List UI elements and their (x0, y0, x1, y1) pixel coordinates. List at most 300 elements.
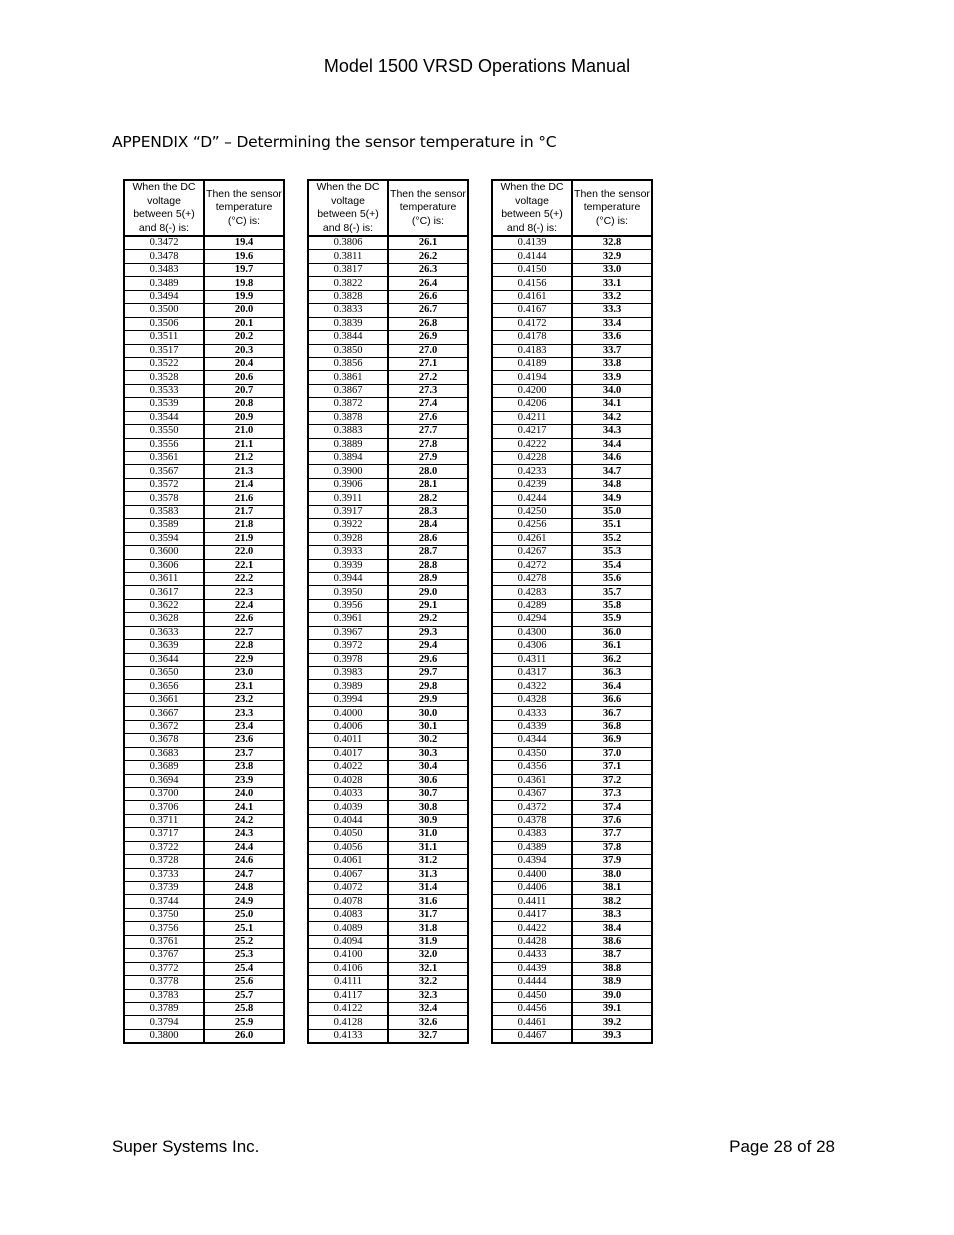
voltage-column-header: When the DC voltage between 5(+) and 8(-) is: (124, 180, 204, 236)
table-row (308, 559, 468, 572)
voltage-column-header: When the DC voltage between 5(+) and 8(-) is: (308, 180, 388, 236)
table-row (492, 855, 652, 868)
table-row (124, 962, 284, 975)
temperature-cell: 26.9 (388, 331, 468, 344)
voltage-cell: 0.3733 (124, 868, 204, 881)
temperature-cell: 27.8 (388, 438, 468, 451)
table-row (124, 720, 284, 733)
temperature-cell: 37.0 (572, 747, 652, 760)
table-row (124, 935, 284, 948)
table-row (124, 250, 284, 263)
voltage-cell: 0.4278 (492, 572, 572, 585)
temperature-cell: 37.3 (572, 787, 652, 800)
table-row (492, 304, 652, 317)
temperature-cell: 33.1 (572, 277, 652, 290)
table-row (124, 882, 284, 895)
table-row (308, 989, 468, 1002)
temperature-cell: 36.1 (572, 640, 652, 653)
temperature-cell: 34.6 (572, 452, 652, 465)
temperature-cell: 26.6 (388, 290, 468, 303)
table-row (492, 290, 652, 303)
voltage-cell: 0.3911 (308, 492, 388, 505)
table-row (492, 707, 652, 720)
voltage-cell: 0.4344 (492, 734, 572, 747)
table-row (124, 559, 284, 572)
temperature-cell: 32.3 (388, 989, 468, 1002)
table-row (308, 935, 468, 948)
table-row (492, 882, 652, 895)
table-row (124, 774, 284, 787)
temperature-cell: 24.6 (204, 855, 284, 868)
temperature-cell: 32.2 (388, 976, 468, 989)
voltage-cell: 0.3889 (308, 438, 388, 451)
table-row (124, 908, 284, 921)
temperature-cell: 32.7 (418, 1030, 438, 1042)
table-row (308, 626, 468, 639)
voltage-cell: 0.4400 (492, 868, 572, 881)
table-row (308, 290, 468, 303)
table-row (124, 949, 284, 962)
table-row (308, 814, 468, 827)
temperature-cell: 36.7 (572, 707, 652, 720)
temperature-cell: 20.4 (204, 357, 284, 370)
voltage-cell: 0.4183 (492, 344, 572, 357)
voltage-cell: 0.3822 (308, 277, 388, 290)
voltage-cell: 0.3739 (124, 882, 204, 895)
voltage-cell: 0.3539 (124, 398, 204, 411)
voltage-cell: 0.4083 (308, 908, 388, 921)
temperature-cell: 38.1 (572, 882, 652, 895)
voltage-cell: 0.4072 (308, 882, 388, 895)
voltage-cell: 0.4394 (492, 855, 572, 868)
voltage-cell: 0.4217 (492, 425, 572, 438)
table-row (308, 828, 468, 841)
table-row (308, 519, 468, 532)
table-row (124, 747, 284, 760)
table-row (124, 976, 284, 989)
voltage-cell: 0.4411 (492, 895, 572, 908)
voltage-cell: 0.4028 (308, 774, 388, 787)
voltage-cell: 0.3861 (308, 371, 388, 384)
voltage-cell: 0.4256 (492, 519, 572, 532)
conversion-table-1 (123, 179, 285, 1044)
table-row (492, 774, 652, 787)
table-row (492, 371, 652, 384)
table-row (492, 317, 652, 330)
temperature-cell: 36.4 (572, 680, 652, 693)
voltage-cell: 0.4233 (492, 465, 572, 478)
temperature-cell: 33.2 (572, 290, 652, 303)
temperature-cell: 24.4 (204, 841, 284, 854)
temperature-cell: 25.2 (204, 935, 284, 948)
voltage-cell: 0.4128 (308, 1016, 388, 1029)
temperature-cell: 25.0 (204, 908, 284, 921)
temperature-cell: 21.8 (204, 519, 284, 532)
temperature-cell: 31.0 (388, 828, 468, 841)
footer-company: Super Systems Inc. (112, 1137, 260, 1156)
voltage-cell: 0.3678 (124, 734, 204, 747)
temperature-cell: 19.6 (204, 250, 284, 263)
voltage-cell: 0.3872 (308, 398, 388, 411)
voltage-cell: 0.3983 (308, 667, 388, 680)
voltage-cell: 0.4178 (492, 331, 572, 344)
voltage-cell: 0.3617 (124, 586, 204, 599)
temperature-cell: 32.4 (388, 1002, 468, 1015)
table-row (492, 828, 652, 841)
conversion-table-3 (491, 179, 653, 1044)
temperature-cell: 39.3 (602, 1030, 622, 1042)
temperature-cell: 30.6 (388, 774, 468, 787)
voltage-cell: 0.3900 (308, 465, 388, 478)
table-row (308, 1002, 468, 1015)
table-row (492, 519, 652, 532)
voltage-cell: 0.4444 (492, 976, 572, 989)
voltage-cell: 0.4206 (492, 398, 572, 411)
voltage-cell: 0.3533 (124, 384, 204, 397)
table-row (124, 787, 284, 800)
voltage-cell: 0.4050 (308, 828, 388, 841)
temperature-cell: 35.7 (572, 586, 652, 599)
temperature-cell: 37.7 (572, 828, 652, 841)
temperature-cell: 31.4 (388, 882, 468, 895)
table-row (492, 895, 652, 908)
table-row (492, 922, 652, 935)
temperature-cell: 36.2 (572, 653, 652, 666)
temperature-cell: 33.4 (572, 317, 652, 330)
table-row (492, 667, 652, 680)
voltage-cell: 0.3789 (124, 1002, 204, 1015)
temperature-column-header: Then the sensor temperature (°C) is: (388, 180, 468, 236)
table-row (492, 465, 652, 478)
voltage-cell: 0.3744 (124, 895, 204, 908)
voltage-cell: 0.3839 (308, 317, 388, 330)
temperature-cell: 33.8 (572, 357, 652, 370)
voltage-cell: 0.4167 (492, 304, 572, 317)
temperature-cell: 32.9 (572, 250, 652, 263)
table-row (124, 532, 284, 545)
table-row (492, 505, 652, 518)
voltage-cell: 0.4261 (492, 532, 572, 545)
voltage-cell: 0.3806 (308, 236, 388, 250)
temperature-cell: 28.6 (388, 532, 468, 545)
voltage-cell: 0.4322 (492, 680, 572, 693)
voltage-cell: 0.4061 (308, 855, 388, 868)
table-row (308, 505, 468, 518)
table-row (124, 626, 284, 639)
temperature-cell: 23.2 (204, 693, 284, 706)
table-row (124, 855, 284, 868)
table-row (492, 787, 652, 800)
table-row (308, 532, 468, 545)
table-row (124, 290, 284, 303)
table-row (492, 572, 652, 585)
temperature-cell: 28.4 (388, 519, 468, 532)
temperature-cell: 30.4 (388, 761, 468, 774)
temperature-cell: 22.1 (204, 559, 284, 572)
voltage-cell: 0.3933 (308, 546, 388, 559)
voltage-cell: 0.3572 (124, 478, 204, 491)
table-row (492, 344, 652, 357)
voltage-cell: 0.4200 (492, 384, 572, 397)
table-row (308, 1029, 468, 1043)
temperature-cell: 33.6 (572, 331, 652, 344)
voltage-cell: 0.4228 (492, 452, 572, 465)
temperature-cell: 36.9 (572, 734, 652, 747)
temperature-cell: 25.3 (204, 949, 284, 962)
temperature-cell: 26.0 (234, 1030, 254, 1042)
table-row (492, 949, 652, 962)
table-row (492, 586, 652, 599)
table-row (492, 599, 652, 612)
table-row (308, 371, 468, 384)
temperature-cell: 23.0 (204, 667, 284, 680)
temperature-cell: 27.6 (388, 411, 468, 424)
voltage-cell: 0.4017 (308, 747, 388, 760)
table-row (492, 1029, 652, 1043)
temperature-cell: 28.3 (388, 505, 468, 518)
table-row (492, 814, 652, 827)
temperature-cell: 33.7 (572, 344, 652, 357)
temperature-cell: 21.9 (204, 532, 284, 545)
temperature-cell: 30.0 (388, 707, 468, 720)
voltage-cell: 0.4144 (492, 250, 572, 263)
table-row (124, 761, 284, 774)
voltage-column-header: When the DC voltage between 5(+) and 8(-) is: (492, 180, 572, 236)
temperature-cell: 38.8 (572, 962, 652, 975)
appendix-heading: APPENDIX “D” – Determining the sensor temperature in °C (112, 133, 557, 151)
temperature-cell: 30.2 (388, 734, 468, 747)
temperature-cell: 29.8 (388, 680, 468, 693)
temperature-cell: 31.1 (388, 841, 468, 854)
voltage-cell: 0.4133 (308, 1029, 388, 1043)
voltage-cell: 0.3639 (124, 640, 204, 653)
voltage-cell: 0.3972 (308, 640, 388, 653)
table-row (308, 492, 468, 505)
table-row (124, 1029, 284, 1043)
temperature-cell: 27.3 (388, 384, 468, 397)
temperature-cell: 22.9 (204, 653, 284, 666)
table-row (308, 734, 468, 747)
temperature-cell: 36.8 (572, 720, 652, 733)
temperature-cell: 20.6 (204, 371, 284, 384)
voltage-cell: 0.3928 (308, 532, 388, 545)
voltage-cell: 0.3494 (124, 290, 204, 303)
table-row (124, 667, 284, 680)
temperature-cell: 35.2 (572, 532, 652, 545)
voltage-cell: 0.3633 (124, 626, 204, 639)
voltage-cell: 0.4289 (492, 599, 572, 612)
voltage-cell: 0.3978 (308, 653, 388, 666)
voltage-cell: 0.4039 (308, 801, 388, 814)
temperature-cell: 20.7 (204, 384, 284, 397)
table-row (124, 868, 284, 881)
table-row (492, 640, 652, 653)
voltage-cell: 0.4011 (308, 734, 388, 747)
temperature-column-header: Then the sensor temperature (°C) is: (572, 180, 652, 236)
temperature-cell: 26.7 (388, 304, 468, 317)
table-row (492, 425, 652, 438)
voltage-cell: 0.3756 (124, 922, 204, 935)
temperature-cell: 35.0 (572, 505, 652, 518)
temperature-cell: 30.8 (388, 801, 468, 814)
temperature-cell: 25.4 (204, 962, 284, 975)
table-row (124, 331, 284, 344)
table-row (492, 452, 652, 465)
temperature-cell: 38.9 (572, 976, 652, 989)
voltage-cell: 0.3656 (124, 680, 204, 693)
table-row (124, 599, 284, 612)
table-row (124, 438, 284, 451)
table-row (492, 868, 652, 881)
voltage-cell: 0.3500 (124, 304, 204, 317)
temperature-cell: 29.2 (388, 613, 468, 626)
table-row (492, 331, 652, 344)
table-row (492, 546, 652, 559)
table-row (124, 304, 284, 317)
temperature-cell: 34.0 (572, 384, 652, 397)
temperature-cell: 22.6 (204, 613, 284, 626)
table-row (124, 236, 284, 250)
table-row (124, 505, 284, 518)
voltage-cell: 0.3989 (308, 680, 388, 693)
temperature-cell: 39.2 (572, 1016, 652, 1029)
table-row (124, 398, 284, 411)
table-row (308, 478, 468, 491)
table-row (124, 371, 284, 384)
temperature-cell: 29.4 (388, 640, 468, 653)
table-row (492, 478, 652, 491)
voltage-cell: 0.4300 (492, 626, 572, 639)
temperature-cell: 27.7 (388, 425, 468, 438)
table-row (124, 707, 284, 720)
temperature-cell: 27.1 (388, 357, 468, 370)
table-row (308, 357, 468, 370)
temperature-cell: 29.7 (388, 667, 468, 680)
voltage-cell: 0.3833 (308, 304, 388, 317)
voltage-cell: 0.4283 (492, 586, 572, 599)
table-row (308, 747, 468, 760)
voltage-cell: 0.4417 (492, 908, 572, 921)
table-row (308, 599, 468, 612)
voltage-cell: 0.4361 (492, 774, 572, 787)
table-row (492, 761, 652, 774)
table-row (492, 236, 652, 250)
voltage-cell: 0.4456 (492, 1002, 572, 1015)
voltage-cell: 0.4211 (492, 411, 572, 424)
temperature-cell: 29.0 (388, 586, 468, 599)
temperature-cell: 22.0 (204, 546, 284, 559)
temperature-cell: 29.6 (388, 653, 468, 666)
table-row (124, 922, 284, 935)
temperature-cell: 27.9 (388, 452, 468, 465)
voltage-cell: 0.3950 (308, 586, 388, 599)
temperature-column-header: Then the sensor temperature (°C) is: (204, 180, 284, 236)
table-row (308, 546, 468, 559)
temperature-cell: 34.1 (572, 398, 652, 411)
table-row (492, 411, 652, 424)
temperature-cell: 37.8 (572, 841, 652, 854)
voltage-cell: 0.4006 (308, 720, 388, 733)
table-row (124, 452, 284, 465)
table-row (308, 761, 468, 774)
temperature-cell: 31.8 (388, 922, 468, 935)
temperature-cell: 20.3 (204, 344, 284, 357)
voltage-cell: 0.3706 (124, 801, 204, 814)
table-row (124, 425, 284, 438)
table-row (124, 1016, 284, 1029)
table-row (492, 734, 652, 747)
voltage-cell: 0.3472 (124, 236, 204, 250)
table-row (124, 411, 284, 424)
table-row (124, 277, 284, 290)
voltage-cell: 0.3683 (124, 747, 204, 760)
voltage-cell: 0.3578 (124, 492, 204, 505)
temperature-cell: 23.1 (204, 680, 284, 693)
voltage-cell: 0.4372 (492, 801, 572, 814)
temperature-cell: 22.2 (204, 572, 284, 585)
table-row (124, 344, 284, 357)
temperature-cell: 19.9 (204, 290, 284, 303)
voltage-cell: 0.3711 (124, 814, 204, 827)
voltage-cell: 0.3717 (124, 828, 204, 841)
temperature-cell: 36.6 (572, 693, 652, 706)
table-row (308, 640, 468, 653)
voltage-cell: 0.3644 (124, 653, 204, 666)
temperature-cell: 25.9 (204, 1016, 284, 1029)
table-row (124, 478, 284, 491)
voltage-cell: 0.4122 (308, 1002, 388, 1015)
temperature-cell: 33.3 (572, 304, 652, 317)
voltage-cell: 0.3611 (124, 572, 204, 585)
voltage-cell: 0.4450 (492, 989, 572, 1002)
temperature-cell: 26.8 (388, 317, 468, 330)
table-row (308, 693, 468, 706)
table-row (308, 344, 468, 357)
table-row (492, 747, 652, 760)
temperature-cell: 23.9 (204, 774, 284, 787)
table-row (492, 626, 652, 639)
table-row (308, 572, 468, 585)
temperature-cell: 37.1 (572, 761, 652, 774)
table-row (124, 680, 284, 693)
temperature-cell: 38.2 (572, 895, 652, 908)
temperature-cell: 38.6 (572, 935, 652, 948)
table-row (308, 398, 468, 411)
temperature-cell: 21.2 (204, 452, 284, 465)
table-row (308, 801, 468, 814)
voltage-cell: 0.3906 (308, 478, 388, 491)
temperature-cell: 24.9 (204, 895, 284, 908)
voltage-cell: 0.3894 (308, 452, 388, 465)
temperature-cell: 34.7 (572, 465, 652, 478)
temperature-cell: 31.7 (388, 908, 468, 921)
temperature-cell: 30.1 (388, 720, 468, 733)
voltage-cell: 0.4383 (492, 828, 572, 841)
temperature-cell: 26.3 (388, 263, 468, 276)
table-row (124, 357, 284, 370)
table-row (308, 841, 468, 854)
table-row (124, 384, 284, 397)
voltage-cell: 0.4067 (308, 868, 388, 881)
table-row (492, 841, 652, 854)
table-row (308, 976, 468, 989)
temperature-cell: 24.2 (204, 814, 284, 827)
temperature-cell: 23.8 (204, 761, 284, 774)
voltage-cell: 0.4328 (492, 693, 572, 706)
voltage-cell: 0.3561 (124, 452, 204, 465)
table-row (124, 693, 284, 706)
table-row (124, 613, 284, 626)
